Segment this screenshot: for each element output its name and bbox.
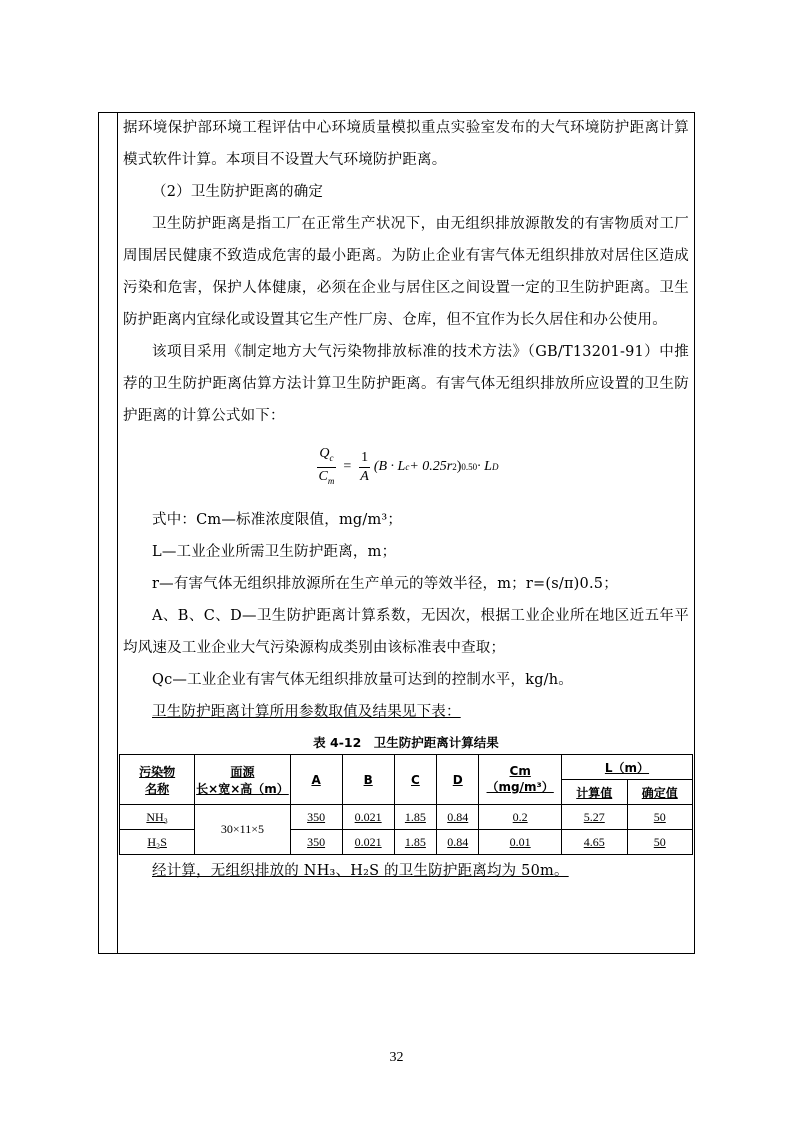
table-header-row [120,755,693,780]
formula-body-3: ) [456,459,462,474]
cell-cm [479,830,562,855]
cell-cm [479,805,562,830]
header-calc [561,780,627,805]
cell-a-text: 350 [307,834,326,849]
header-a-label: A [311,772,321,787]
cell-calc [561,805,627,830]
cell-a [290,830,342,855]
header-area [195,755,290,805]
header-c-label: C [411,772,420,787]
formula-a: A [360,468,369,484]
paragraph-conclusion [123,855,689,887]
header-b [342,755,394,805]
cell-d [437,830,479,855]
header-cm [479,755,562,805]
frame-inner-column-line [117,112,118,954]
formula-q-sub: c [329,452,334,463]
cell-fixed-text: 50 [653,809,666,824]
cell-fixed [627,830,692,855]
header-cm-line2: （mg/m³） [486,780,554,794]
conclusion-text: 经计算，无组织排放的 NH₃、H₂S 的卫生防护距离均为 50m。 [152,863,569,879]
formula-coefficient [358,449,371,486]
cell-fixed-text: 50 [653,834,666,849]
formula-body-3-sup: 0.50 [461,462,478,472]
definition-abcd: A、B、C、D—卫生防护距离计算系数，无因次，根据工业企业所在地区近五年平均风速及工业企业大气污染源构成类别由该标准表中查取； [123,608,689,656]
header-pollutant-line2: 名称 [145,781,170,796]
definition-cm: 式中：Cm—标准浓度限值，mg/m³； [152,512,403,528]
header-area-line2: 长×宽×高（m） [196,781,289,796]
cell-a-text: 350 [307,809,326,824]
cell-calc [561,830,627,855]
definition-qc: Qc—工业企业有害气体无组织排放量可达到的控制水平，kg/h。 [152,672,573,688]
header-l-label: L（m） [604,760,650,775]
results-table [119,754,693,855]
cell-calc-text: 4.65 [583,834,605,849]
definition-l: L—工业企业所需卫生防护距离，m； [152,544,397,560]
cell-b [342,805,394,830]
document-content [123,112,689,887]
page-number: 32 [389,1050,404,1065]
formula-body-4: · L [477,459,492,474]
cell-c [394,805,436,830]
cell-c [394,830,436,855]
cell-area [195,805,290,855]
formula-body-2: + 0.25r [409,459,453,474]
cell-cm-text: 0.01 [509,834,531,849]
cell-a [290,805,342,830]
formula-equals: = [343,459,352,474]
cell-name-text: H₂S [147,834,167,849]
header-l [561,755,692,780]
header-fixed-label: 确定值 [641,785,678,800]
header-b-label: B [363,772,373,787]
cell-name [120,805,195,830]
cell-calc-text: 5.27 [583,809,605,824]
header-c [394,755,436,805]
header-fixed [627,780,692,805]
paragraph-definition: 卫生防护距离是指工厂在正常生产状况下，由无组织排放源散发的有害物质对工厂周围居民健康不致造成危害的最小距离。为防止企业有害气体无组织排放对居住区造成污染和危害，保护人体健康，必须在企业与居住区之间设置一定的卫生防护距离。卫生防护距离内宜绿化或设置其它生产性厂房、仓库，但不宜作为长久居住和办公使用。 [123,216,689,328]
header-d [437,755,479,805]
cell-c-text: 1.85 [404,834,426,849]
header-calc-label: 计算值 [576,785,613,800]
cell-cm-text: 0.2 [512,809,528,824]
formula-c: C [318,468,328,484]
cell-name-text: NH₃ [146,809,168,824]
header-a [290,755,342,805]
formula-lhs [317,445,337,490]
paragraph-air-protection: 据环境保护部环境工程评估中心环境质量模拟重点实验室发布的大气环境防护距离计算模式软件计算。本项目不设置大气环境防护距离。 [123,120,689,168]
cell-name [120,830,195,855]
cell-fixed [627,805,692,830]
header-d-label: D [452,772,463,787]
formula-body-1-sup: c [405,462,410,472]
paragraph-table-intro [123,696,689,728]
table-title: 表 4-12 卫生防护距离计算结果 [313,735,499,750]
header-pollutant [120,755,195,805]
table-row [120,805,693,830]
cell-d [437,805,479,830]
definition-r: r—有害气体无组织排放源所在生产单元的等效半径，m；r=(s/π)0.5； [152,576,618,592]
formula-q: Q [319,445,330,461]
formula-body-1: (B · L [373,459,406,474]
table-intro-text: 卫生防护距离计算所用参数取值及结果见下表： [152,704,461,720]
cell-b-text: 0.021 [354,809,382,824]
cell-b [342,830,394,855]
cell-c-text: 1.85 [404,809,426,824]
cell-d-text: 0.84 [447,834,469,849]
formula-body-4-sup: D [491,462,499,472]
formula-body-2-sup: 2 [452,462,457,472]
paragraph-method: 该项目采用《制定地方大气污染物排放标准的技术方法》（GB/T13201-91）中推荐的卫生防护距离估算方法计算卫生防护距离。有害气体无组织排放所应设置的卫生防护距离的计算公式如下： [123,344,689,424]
cell-b-text: 0.021 [354,834,382,849]
formula-one: 1 [359,449,370,468]
header-cm-line1: Cm [509,764,531,778]
cell-area-text: 30×11×5 [220,822,264,836]
formula [123,432,689,502]
subheading-health-distance: （2）卫生防护距离的确定 [152,184,324,200]
header-area-line1: 面源 [230,764,255,779]
header-pollutant-line1: 污染物 [139,764,176,779]
cell-d-text: 0.84 [447,809,469,824]
formula-c-sub: m [327,475,335,486]
